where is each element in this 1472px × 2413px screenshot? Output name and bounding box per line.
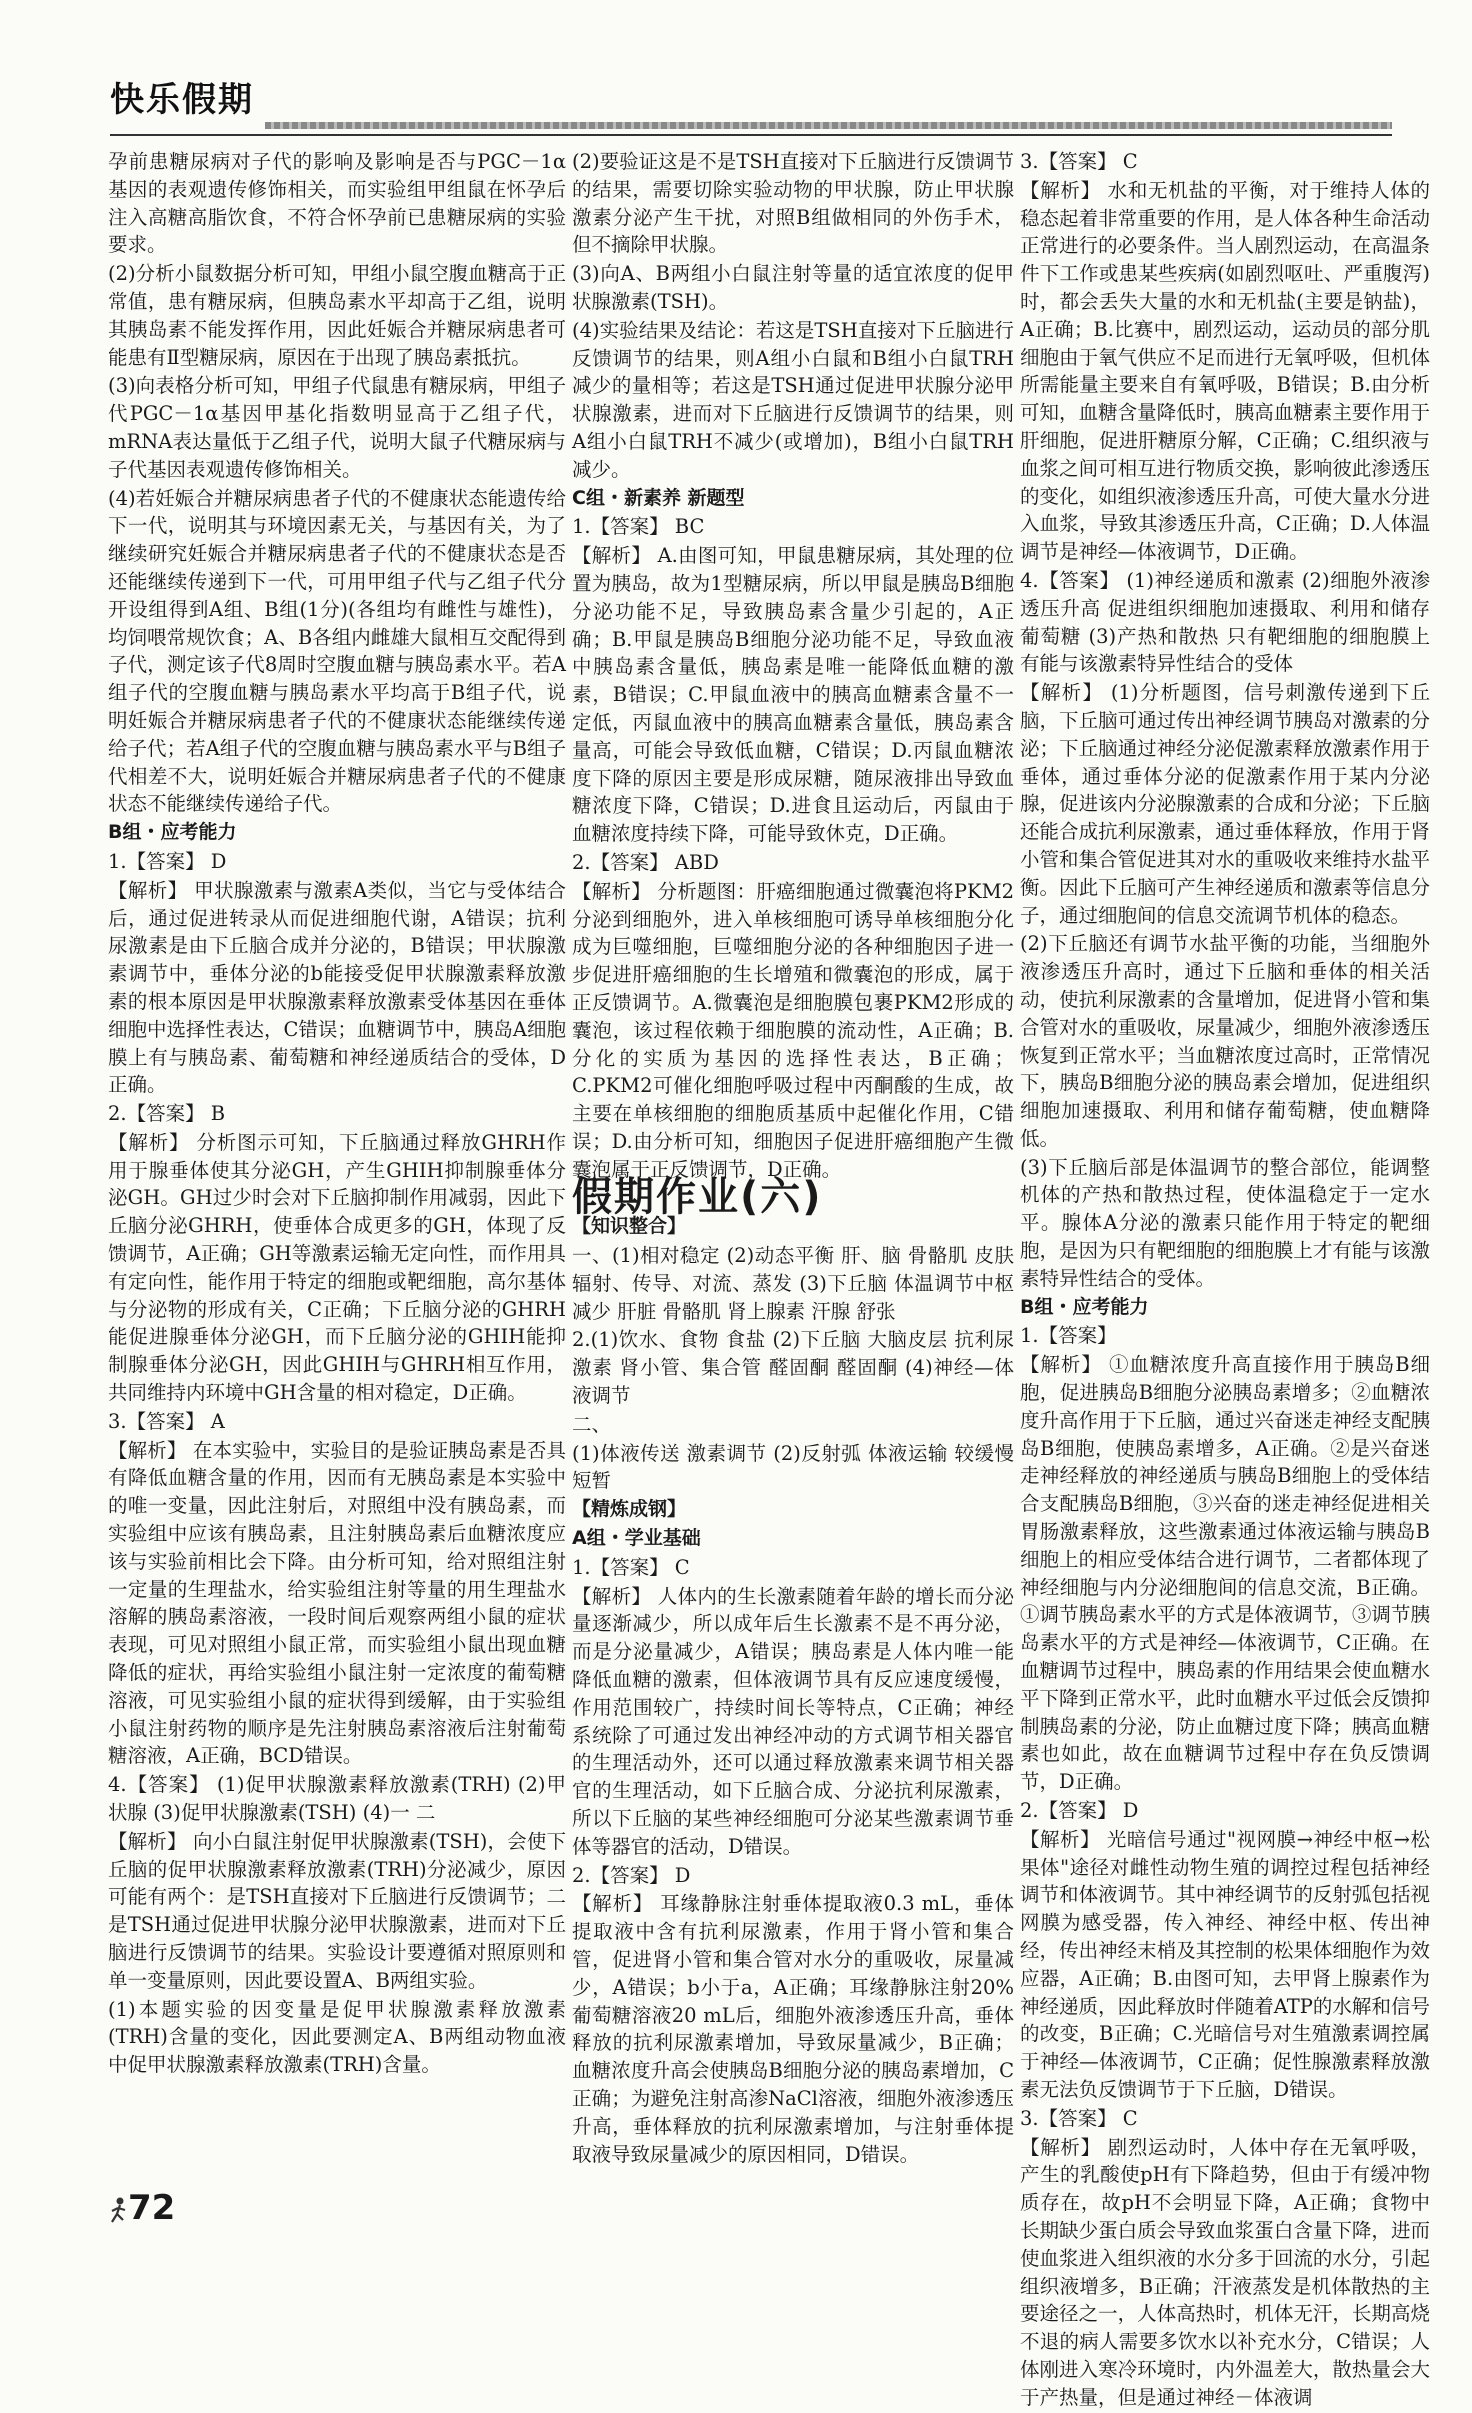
answer-paragraph: 2.(1)饮水、食物 食盐 (2)下丘脑 大脑皮层 抗利尿激素 肾小管、集合管 醛固酮 醛固酮 (4)神经—体液调节 xyxy=(572,1328,1014,1408)
answer-paragraph: 【解析】 耳缘静脉注射垂体提取液0.3 mL，垂体提取液中含有抗利尿激素，作用于肾小管和集合管，促进肾小管和集合管对水分的重吸收，尿量减少，A错误；b小于a，A正确；耳缘静脉注射20%葡萄糖溶液20 mL后，细胞外液渗透压升高，垂体释放的抗利尿激素增加，导致尿量减少，B正确；血糖浓度升高会使胰岛B细胞分泌的胰岛素增加，C正确；为避免注射高渗NaCl溶液，细胞外液渗透压升高，垂体释放的抗利尿激素增加，与注射垂体提取液导致尿量减少的原因相同，D错误。 xyxy=(572,1892,1014,2166)
answer-paragraph: 4.【答案】 (1)促甲状腺激素释放激素(TRH) (2)甲状腺 (3)促甲状腺激素(TSH) (4)一 二 xyxy=(108,1773,566,1825)
answer-paragraph: 【解析】 (1)分析题图，信号刺激传递到下丘脑，下丘脑可通过传出神经调节胰岛对激素的分泌；下丘脑通过神经分泌促激素释放激素作用于垂体，通过垂体分泌的促激素作用于某内分泌腺，促进该内分泌腺激素的合成和分泌；下丘脑还能合成抗利尿激素，通过垂体释放，作用于肾小管和集合管促进其对水的重吸收来维持水盐平衡。因此下丘脑可产生神经递质和激素等信息分子，通过细胞间的信息交流调节机体的稳态。 xyxy=(1020,681,1430,927)
answer-paragraph: (3)下丘脑后部是体温调节的整合部位，能调整机体的产热和散热过程，使体温稳定于一定水平。腺体A分泌的激素只能作用于特定的靶细胞，是因为只有靶细胞的细胞膜上才有能与该激素特异性结合的受体。 xyxy=(1020,1155,1430,1290)
answer-paragraph: (2)下丘脑还有调节水盐平衡的功能，当细胞外液渗透压升高时，通过下丘脑和垂体的相关活动，使抗利尿激素的含量增加，促进肾小管和集合管对水的重吸收，尿量减少，细胞外液渗透压恢复到正常水平；当血糖浓度过高时，正常情况下，胰岛B细胞分泌的胰岛素会增加，促进组织细胞加速摄取、利用和储存葡萄糖，使血糖降低。 xyxy=(1020,932,1430,1150)
section-heading: B组・应考能力 xyxy=(108,821,237,844)
answer-paragraph: 2.【答案】 B xyxy=(108,1102,226,1126)
chapter-title: 假期作业(六) xyxy=(572,1174,823,1221)
answer-paragraph: 4.【答案】 (1)神经递质和激素 (2)细胞外液渗透压升高 促进组织细胞加速摄取、利用和储存葡萄糖 (3)产热和散热 只有靶细胞的细胞膜上有能与该激素特异性结合的受体 xyxy=(1020,568,1430,676)
answer-paragraph: (4)若妊娠合并糖尿病患者子代的不健康状态能遗传给下一代，说明其与环境因素无关，与基因有关，为了继续研究妊娠合并糖尿病患者子代的不健康状态是否还能继续传递到下一代，可用甲组子代与乙组子代分开设组得到A组、B组(1分)(各组均有雌性与雄性)，均饲喂常规饮食；A、B各组内雌雄大鼠相互交配得到子代，测定该子代8周时空腹血糖与胰岛素水平。若A组子代的空腹血糖与胰岛素水平均高于B组子代，说明妊娠合并糖尿病患者子代的不健康状态能继续传递给子代；若A组子代的空腹血糖与胰岛素水平与B组子代相差不大，说明妊娠合并糖尿病患者子代的不健康状态不能继续传递给子代。 xyxy=(108,486,566,816)
answer-paragraph: 【解析】 人体内的生长激素随着年龄的增长而分泌量逐渐减少，所以成年后生长激素不是不再分泌，而是分泌量减少，A错误；胰岛素是人体内唯一能降低血糖的激素，但体液调节具有反应速度缓慢，作用范围较广，持续时间长等特点，C正确；神经系统除了可通过发出神经冲动的方式调节相关器官的生理活动外，还可以通过释放激素来调节相关器官的生理活动，如下丘脑合成、分泌抗利尿激素，所以下丘脑的某些神经细胞可分泌某些激素调节垂体等器官的活动，D错误。 xyxy=(572,1584,1014,1858)
section-heading: A组・学业基础 xyxy=(572,1527,701,1550)
answer-paragraph: 1.【答案】 C xyxy=(572,1555,690,1579)
text-column-right xyxy=(1020,148,1430,2413)
answer-paragraph: 【解析】 甲状腺激素与激素A类似，当它与受体结合后，通过促进转录从而促进细胞代谢，A错误；抗利尿激素是由下丘脑合成并分泌的，B错误；甲状腺激素调节中，垂体分泌的b能接受促甲状腺激素释放激素的根本原因是甲状腺激素释放激素受体基因在垂体细胞中选择性表达，C错误；血糖调节中，胰岛A细胞膜上有与胰岛素、葡萄糖和神经递质结合的受体，D正确。 xyxy=(108,878,567,1097)
answer-paragraph: 【解析】 分析题图：肝癌细胞通过微囊泡将PKM2分泌到细胞外，进入单核细胞可诱导单核细胞分化成为巨噬细胞，巨噬细胞分泌的各种细胞因子进一步促进肝癌细胞的生长增殖和微囊泡的形成，属于正反馈调节。A.微囊泡是细胞膜包裹PKM2形成的囊泡，该过程依赖于细胞膜的流动性，A正确；B.分化的实质为基因的选择性表达，B正确；C.PKM2可催化细胞呼吸过程中丙酮酸的生成，故主要在单核细胞的细胞质基质中起催化作用，C错误；D.由分析可知，细胞因子促进肝癌细胞产生微囊泡属于正反馈调节，D正确。 xyxy=(572,879,1014,1181)
answer-paragraph: 【解析】 剧烈运动时，人体中存在无氧呼吸，产生的乳酸使pH有下降趋势，但由于有缓冲物质存在，故pH不会明显下降，A正确；食物中长期缺少蛋白质会导致血浆蛋白含量下降，进而使血浆进入组织液的水分多于回流的水分，引起组织液增多，B正确；汗液蒸发是机体散热的主要途径之一，人体高热时，机体无汗，长期高烧不退的病人需要多饮水以补充水分，C错误；人体刚进入寒冷环境时，内外温差大，散热量会大于产热量，但是通过神经－体液调 xyxy=(1020,2135,1430,2409)
answer-paragraph: 【解析】 分析图示可知，下丘脑通过释放GHRH作用于腺垂体使其分泌GH，产生GHIH抑制腺垂体分泌GH。GH过少时会对下丘脑抑制作用减弱，因此下丘脑分泌GHRH，使垂体合成更多的GH，体现了反馈调节，A正确；GH等激素运输无定向性，而作用具有定向性，能作用于特定的细胞或靶细胞，高尔基体与分泌物的形成有关，C正确；下丘脑分泌的GHRH能促进腺垂体分泌GH，而下丘脑分泌的GHIH能抑制腺垂体分泌GH，因此GHIH与GHRH相互作用，共同维持内环境中GH含量的相对稳定，D正确。 xyxy=(108,1130,566,1405)
answer-paragraph: 【解析】 A.由图可知，甲鼠患糖尿病，其处理的位置为胰岛，故为1型糖尿病，所以甲鼠是胰岛B细胞分泌功能不足，导致胰岛素含量少引起的，A正确；B.甲鼠是胰岛B细胞分泌功能不足，导致血液中胰岛素含量低，胰岛素是唯一能降低血糖的激素，B错误；C.甲鼠血液中的胰高血糖素含量不一定低，丙鼠血液中的胰高血糖素含量低，胰岛素含量高，可能会导致低血糖，C错误；D.丙鼠血糖浓度下降的原因主要是形成尿糖，随尿液排出导致血糖浓度下降，C错误；D.进食且运动后，丙鼠由于血糖浓度持续下降，可能导致休克，D正确。 xyxy=(572,544,1014,846)
answer-paragraph: (3)向表格分析可知，甲组子代鼠患有糖尿病，甲组子代PGC－1α基因甲基化指数明显高于乙组子代，mRNA表达量低于乙组子代，说明大鼠子代糖尿病与子代基因表观遗传修饰相关。 xyxy=(108,374,566,481)
section-heading: C组・新素养 新题型 xyxy=(572,486,745,509)
answer-paragraph: 3.【答案】 C xyxy=(1020,150,1138,173)
answer-paragraph: (4)实验结果及结论：若这是TSH直接对下丘脑进行反馈调节的结果，则A组小白鼠和B组小白鼠TRH减少的量相等；若这是TSH通过促进甲状腺分泌甲状腺激素，进而对下丘脑进行反馈调节的结果，则A组小白鼠TRH不减少(或增加)，B组小白鼠TRH减少。 xyxy=(572,318,1014,481)
section-heading: 【知识整合】 xyxy=(572,1215,687,1238)
section-heading: 【精炼成钢】 xyxy=(572,1498,687,1521)
answer-paragraph: 1.【答案】 xyxy=(1020,1324,1117,1348)
header-underline xyxy=(110,134,1392,136)
answer-paragraph: 孕前患糖尿病对子代的影响及影响是否与PGC－1α基因的表观遗传修饰相关，而实验组甲组鼠在怀孕后注入高糖高脂饮食，不符合怀孕前已患糖尿病的实验要求。 xyxy=(108,150,566,257)
answer-paragraph: 【解析】 向小白鼠注射促甲状腺激素(TSH)，会使下丘脑的促甲状腺激素释放激素(TRH)分泌减少，原因可能有两个：是TSH直接对下丘脑进行反馈调节；二是TSH通过促进甲状腺分泌甲状腺激素，进而对下丘脑进行反馈调节的结果。实验设计要遵循对照原则和单一变量原则，因此要设置A、B两组实验。 xyxy=(108,1829,566,1992)
answer-paragraph: 【解析】 在本实验中，实验目的是验证胰岛素是否具有降低血糖含量的作用，因而有无胰岛素是本实验中的唯一变量，因此注射后，对照组中没有胰岛素，而实验组中应该有胰岛素，且注射胰岛素后血糖浓度应该与实验前相比会下降。由分析可知，给对照组注射一定量的生理盐水，给实验组注射等量的用生理盐水溶解的胰岛素溶液，一段时间后观察两组小鼠的症状表现，可见对照组小鼠正常，而实验组小鼠出现血糖降低的症状，再给实验组小鼠注射一定浓度的葡萄糖溶液，可见实验组小鼠的症状得到缓解，由于实验组小鼠注射药物的顺序是先注射胰岛素溶液后注射葡萄糖溶液，A正确，BCD错误。 xyxy=(108,1438,566,1768)
section-heading: B组・应考能力 xyxy=(1020,1295,1149,1318)
text-column-left xyxy=(108,148,566,2080)
answer-paragraph: 2.【答案】 ABD xyxy=(572,850,719,874)
answer-paragraph: 3.【答案】 A xyxy=(108,1409,225,1433)
answer-paragraph: (1)体液传送 激素调节 (2)反射弧 体液运输 较缓慢 短暂 xyxy=(572,1441,1014,1493)
answer-paragraph: 2.【答案】 D xyxy=(572,1863,691,1887)
answer-paragraph: 2.【答案】 D xyxy=(1020,1799,1139,1823)
book-brand-title: 快乐假期 xyxy=(110,80,254,120)
answer-paragraph: (2)分析小鼠数据分析可知，甲组小鼠空腹血糖高于正常值，患有糖尿病，但胰岛素水平却高于乙组，说明其胰岛素不能发挥作用，因此妊娠合并糖尿病患者可能患有Ⅱ型糖尿病，原因在于出现了胰岛素抵抗。 xyxy=(108,262,566,369)
page-number: 72 xyxy=(128,2188,176,2228)
answer-paragraph: 一、(1)相对稳定 (2)动态平衡 肝、脑 骨骼肌 皮肤 辐射、传导、对流、蒸发 (3)下丘脑 体温调节中枢 减少 肝脏 骨骼肌 肾上腺素 汗腺 舒张 xyxy=(572,1244,1014,1323)
answer-paragraph: 1.【答案】 D xyxy=(108,849,227,873)
answer-paragraph: (3)向A、B两组小白鼠注射等量的适宜浓度的促甲状腺激素(TSH)。 xyxy=(572,262,1014,313)
answer-paragraph: 3.【答案】 C xyxy=(1020,2106,1138,2130)
answer-paragraph: 二、 xyxy=(572,1412,612,1436)
answer-paragraph: 【解析】 水和无机盐的平衡，对于维持人体的稳态起着非常重要的作用，是人体各种生命活动正常进行的必要条件。当人剧烈运动，在高温条件下工作或患某些疾病(如剧烈呕吐、严重腹泻)时，都会丢失大量的水和无机盐(主要是钠盐)，A正确；B.比赛中，剧烈运动，运动员的部分肌细胞由于氧气供应不足而进行无氧呼吸，但机体所需能量主要来自有氧呼吸，B错误；B.由分析可知，血糖含量降低时，胰高血糖素主要作用于肝细胞，促进肝糖原分解，C正确；C.组织液与血浆之间可相互进行物质交换，影响彼此渗透压的变化，如组织液渗透压升高，可使大量水分进入血浆，导致其渗透压升高，C正确；D.人体温调节是神经—体液调节，D正确。 xyxy=(1020,178,1430,564)
text-column-middle xyxy=(572,148,1014,2169)
answer-paragraph: 1.【答案】 BC xyxy=(572,515,705,539)
answer-paragraph: 【解析】 ①血糖浓度升高直接作用于胰岛B细胞，促进胰岛B细胞分泌胰岛素增多；②血糖浓度升高作用于下丘脑，通过兴奋迷走神经支配胰岛B细胞，使胰岛素增多，A正确。②是兴奋迷走神经释放的神经递质与胰岛B细胞上的受体结合支配胰岛B细胞，③兴奋的迷走神经促进相关胃肠激素释放，这些激素通过体液运输与胰岛B细胞上的相应受体结合进行调节，二者都体现了神经细胞与内分泌细胞间的信息交流，B正确。①调节胰岛素水平的方式是体液调节，③调节胰岛素水平的方式是神经—体液调节，C正确。在血糖调节过程中，胰岛素的作用结果会使血糖水平下降到正常水平，此时血糖水平过低会反馈抑制胰岛素的分泌，防止血糖过度下降；胰高血糖素也如此，故在血糖调节过程中存在负反馈调节，D正确。 xyxy=(1020,1353,1430,1794)
answer-paragraph: (1)本题实验的因变量是促甲状腺激素释放激素(TRH)含量的变化，因此要测定A、B两组动物血液中促甲状腺激素释放激素(TRH)含量。 xyxy=(108,1997,566,2077)
page-header xyxy=(110,62,1392,142)
answer-paragraph: 【解析】 光暗信号通过"视网膜→神经中枢→松果体"途径对雌性动物生殖的调控过程包括神经调节和体液调节。其中神经调节的反射弧包括视网膜为感受器，传入神经、神经中枢、传出神经，传出神经末梢及其控制的松果体细胞作为效应器，A正确；B.由图可知，去甲肾上腺素作为神经递质，因此释放时伴随着ATP的水解和信号的改变，B正确；C.光暗信号对生殖激素调控属于神经—体液调节，C正确；促性腺激素释放激素无法负反馈调节于下丘脑，D错误。 xyxy=(1020,1827,1430,2101)
runner-icon xyxy=(108,2196,130,2226)
header-rule xyxy=(265,122,1392,129)
answer-paragraph: (2)要验证这是不是TSH直接对下丘脑进行反馈调节的结果，需要切除实验动物的甲状腺，防止甲状腺激素分泌产生干扰，对照B组做相同的外伤手术，但不摘除甲状腺。 xyxy=(572,150,1014,257)
